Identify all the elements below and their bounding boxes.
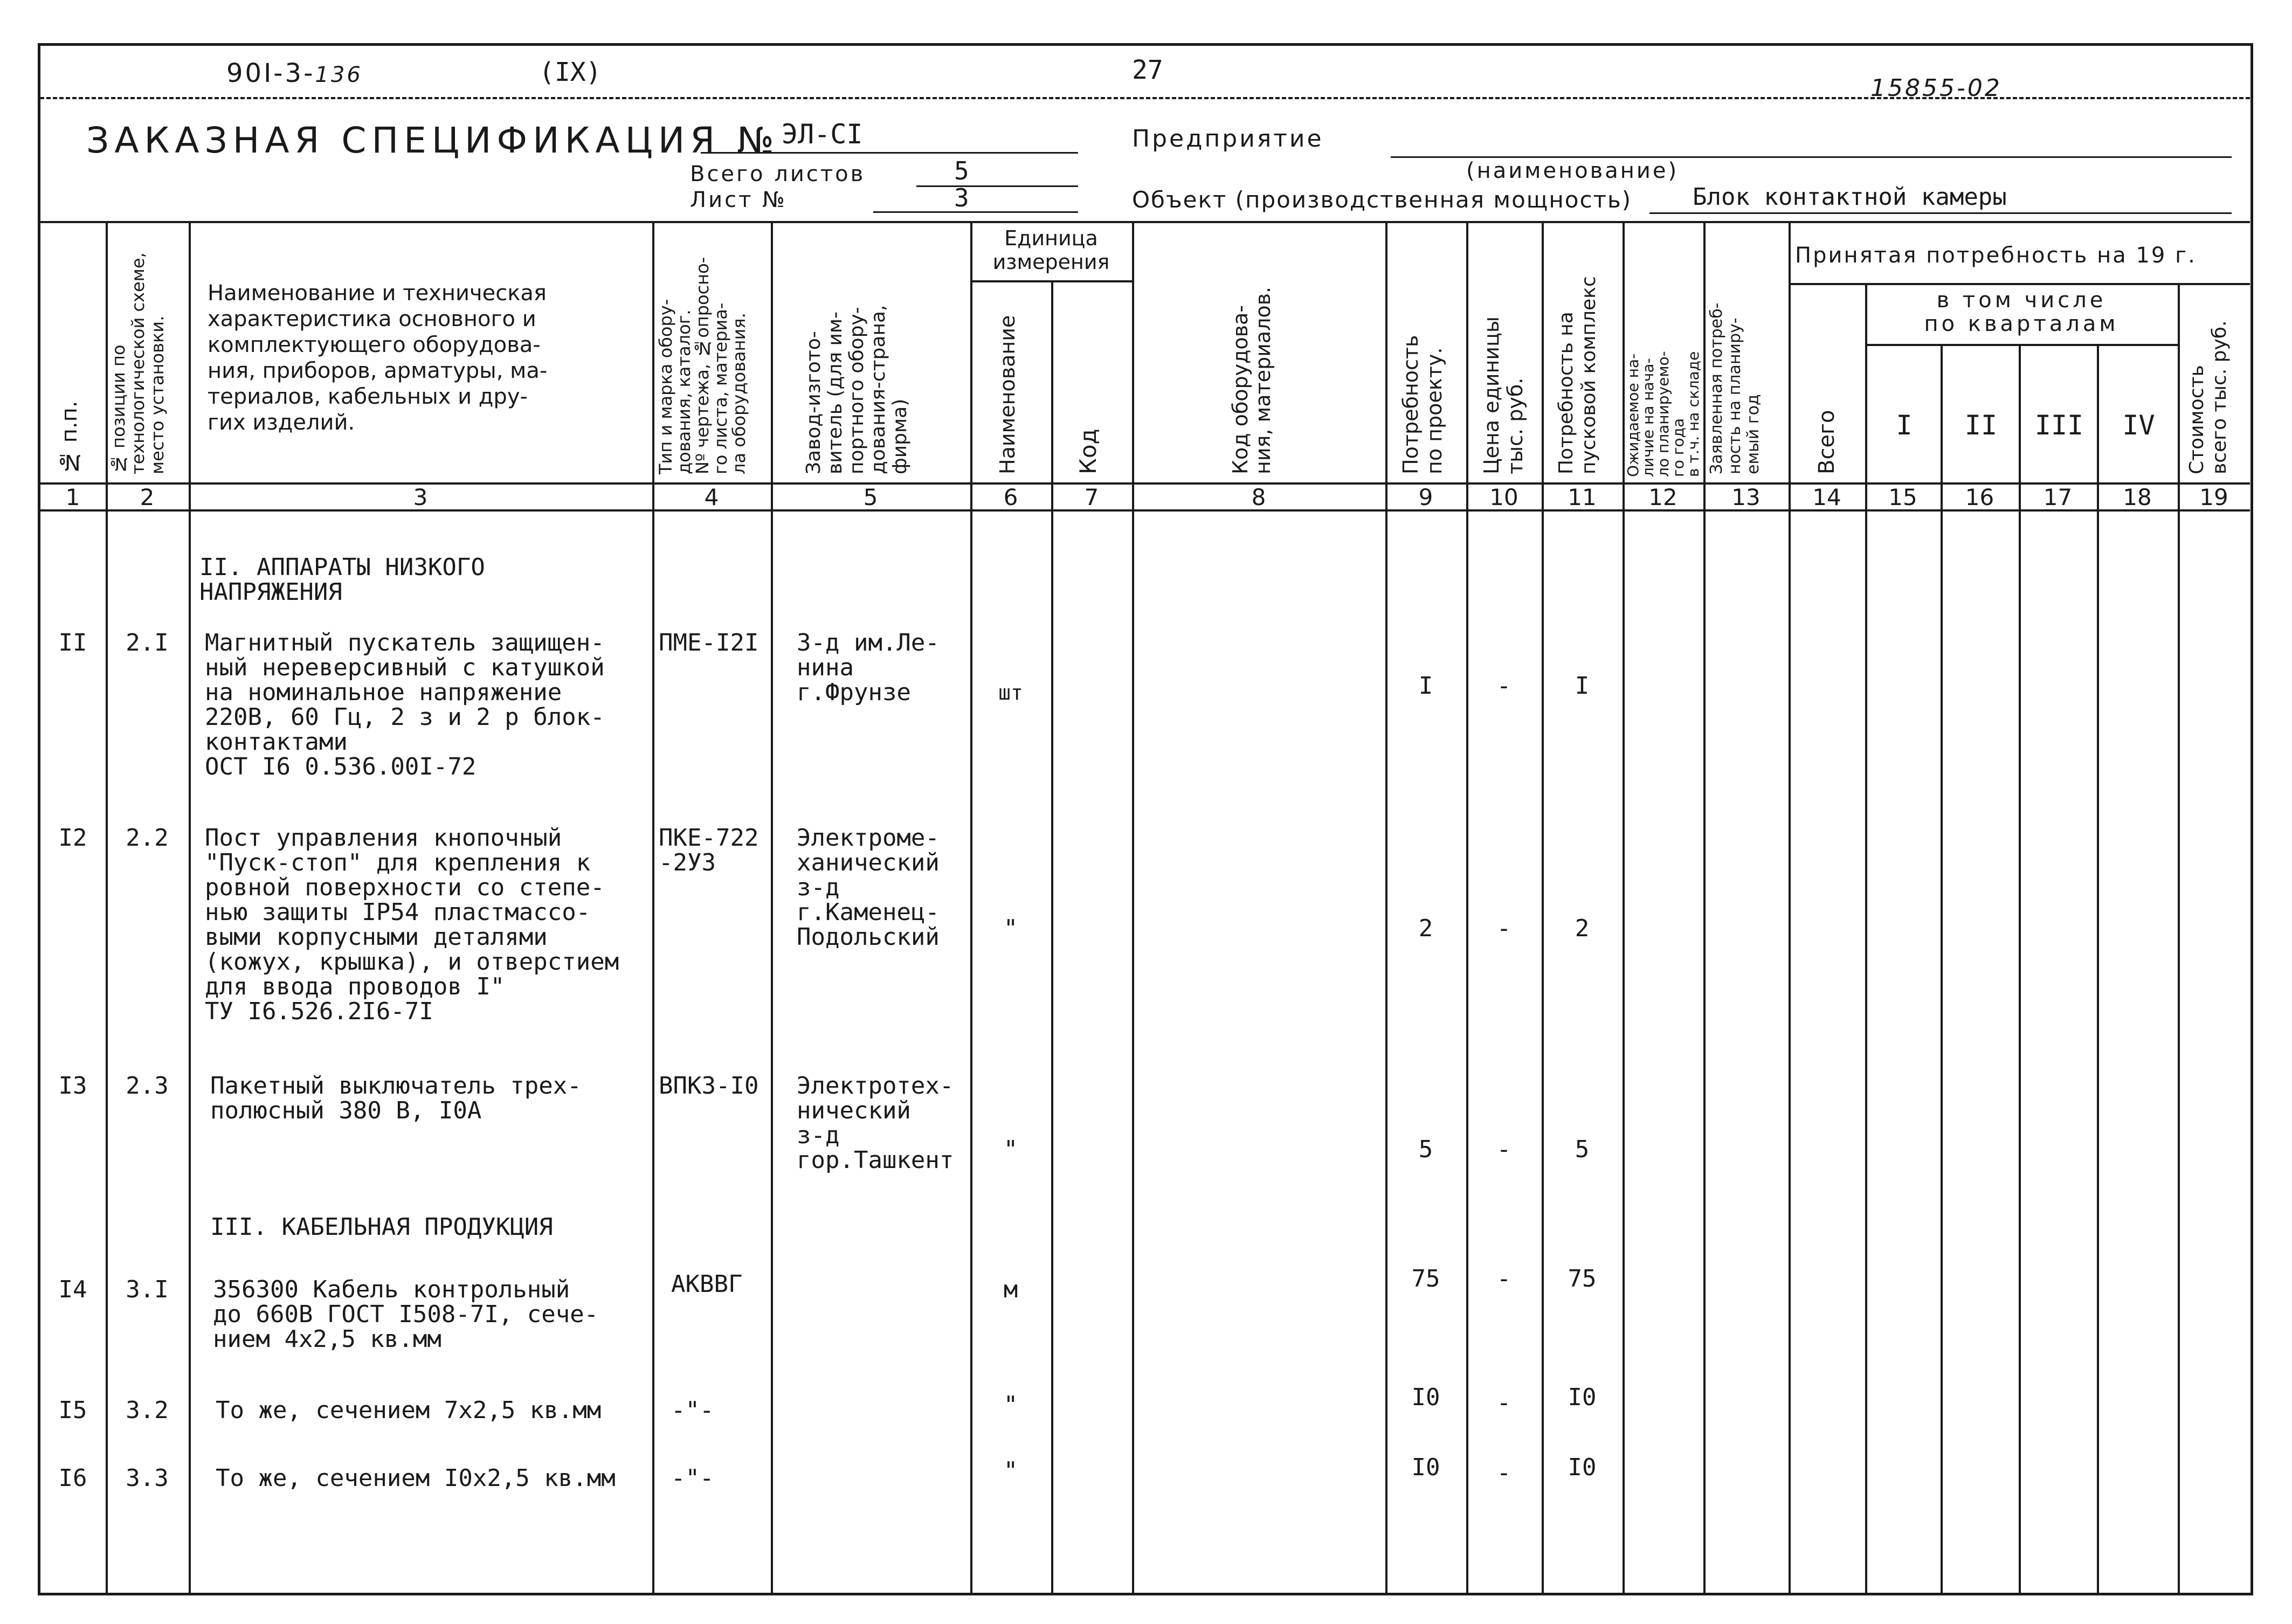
spec-number: ЭЛ-CI bbox=[782, 119, 863, 150]
col-number-11: 11 bbox=[1568, 484, 1597, 510]
col-number-3: 3 bbox=[413, 484, 428, 510]
row-2-number: I2 bbox=[58, 824, 87, 852]
row-2-description: Пост управления кнопочный "Пуск-стоп" для крепления к ровной поверхности со степе- нью защиты IP54 пластмассо- выми корпусными деталями (кожух, крышка), и отверстием для ввода проводов I" ТУ I6.526.2I6-7I bbox=[205, 824, 619, 1025]
col-divider-7 bbox=[1132, 221, 1134, 1595]
row-2-maker: Электроме- ханический з-д г.Каменец- Подольский bbox=[797, 824, 940, 951]
section-code: (IX) bbox=[539, 57, 602, 87]
col-divider-16 bbox=[2019, 344, 2021, 1595]
col-header-17: III bbox=[2034, 410, 2084, 441]
object-label: Объект (производственная мощность) bbox=[1132, 186, 1632, 213]
col-number-18: 18 bbox=[2123, 484, 2152, 510]
row-5-price: - bbox=[1496, 1389, 1511, 1416]
col-number-12: 12 bbox=[1648, 484, 1677, 510]
row-4-price: - bbox=[1496, 1265, 1511, 1293]
row-5-need: I0 bbox=[1411, 1384, 1440, 1411]
col-number-15: 15 bbox=[1888, 484, 1917, 510]
row-6-unit: " bbox=[1003, 1457, 1018, 1484]
col-divider-14 bbox=[1865, 283, 1867, 1595]
row-3-unit: " bbox=[1003, 1136, 1018, 1163]
row-3-need: 5 bbox=[1418, 1136, 1433, 1163]
row-1-need: I bbox=[1418, 672, 1433, 700]
row-2-position: 2.2 bbox=[126, 824, 169, 852]
row-2-launch: 2 bbox=[1575, 915, 1590, 942]
row-4-launch: 75 bbox=[1568, 1265, 1597, 1293]
row-2-type: ПКЕ-722 -2УЗ bbox=[659, 824, 759, 876]
row-5-position: 3.2 bbox=[126, 1397, 169, 1424]
spec-number-line bbox=[701, 152, 1078, 154]
row-5-number: I5 bbox=[58, 1397, 87, 1424]
section-heading-cables: III. КАБЕЛЬНАЯ ПРОДУКЦИЯ bbox=[210, 1213, 553, 1241]
row-5-unit: " bbox=[1003, 1391, 1018, 1419]
col-group-quarters: в том числе по кварталам bbox=[1924, 288, 2119, 336]
spec-title: ЗАКАЗНАЯ СПЕЦИФИКАЦИЯ № bbox=[86, 120, 779, 161]
row-3-type: ВПКЗ-I0 bbox=[659, 1072, 759, 1100]
row-1-maker: З-д им.Ле- нина г.Фрунзе bbox=[797, 629, 940, 706]
col-header-15: I bbox=[1896, 410, 1913, 441]
row-4-need: 75 bbox=[1411, 1265, 1440, 1293]
row-6-price: - bbox=[1496, 1459, 1511, 1487]
row-6-description: То же, сечением I0х2,5 кв.мм bbox=[216, 1464, 616, 1492]
sheet-label: Лист № bbox=[690, 188, 787, 212]
col-group-accepted: Принятая потребность на 19 г. bbox=[1795, 243, 2197, 268]
total-sheets-label: Всего листов bbox=[690, 162, 866, 186]
row-1-description: Магнитный пускатель защищен- ный нереверсивный с катушкой на номинальное напряжение 220В, 60 Гц, 2 з и 2 р блок- контактами ОСТ I6 0.536.00I-72 bbox=[205, 629, 605, 780]
col-header-8: Код оборудова- ния, материалов. bbox=[1228, 286, 1275, 474]
row-2-price: - bbox=[1496, 915, 1511, 942]
col-header-16: II bbox=[1964, 410, 1998, 441]
row-1-position: 2.I bbox=[126, 629, 169, 656]
col-header-1: № п.п. bbox=[57, 400, 82, 474]
col-number-9: 9 bbox=[1418, 484, 1433, 510]
table-top-line bbox=[40, 221, 2250, 223]
col-divider-17 bbox=[2097, 344, 2099, 1595]
col-divider-15 bbox=[1941, 344, 1943, 1595]
enterprise-label: Предприятие bbox=[1132, 125, 1324, 153]
accepted-group-line bbox=[1789, 283, 2250, 285]
enterprise-line bbox=[1391, 156, 2232, 158]
col-number-8: 8 bbox=[1251, 484, 1266, 510]
col-header-18: IV bbox=[2122, 410, 2155, 441]
sheet-line bbox=[873, 211, 1078, 213]
col-divider-9 bbox=[1466, 221, 1468, 1595]
row-1-type: ПМЕ-I2I bbox=[659, 629, 759, 656]
col-divider-12 bbox=[1703, 221, 1706, 1595]
col-divider-6 bbox=[1051, 280, 1053, 1595]
col-number-6: 6 bbox=[1003, 484, 1018, 510]
row-5-type: -"- bbox=[671, 1397, 714, 1424]
section-heading-low-voltage: II. АППАРАТЫ НИЗКОГО НАПРЯЖЕНИЯ bbox=[199, 554, 485, 606]
row-3-position: 2.3 bbox=[126, 1072, 169, 1100]
row-6-type: -"- bbox=[671, 1464, 714, 1492]
document-frame bbox=[38, 43, 2253, 1595]
col-number-1: 1 bbox=[65, 484, 80, 510]
col-number-5: 5 bbox=[863, 484, 878, 510]
col-divider-4 bbox=[771, 221, 773, 1595]
col-number-7: 7 bbox=[1084, 484, 1099, 510]
row-6-number: I6 bbox=[58, 1464, 87, 1492]
col-header-3: Наименование и техническая характеристика основного и комплектующего оборудова- ния, приборов, арматуры, ма- териалов, кабельных и дру- гих изделий. bbox=[208, 281, 548, 435]
col-header-11: Потребность на пусковой комплекс bbox=[1555, 276, 1600, 474]
col-header-12: Ожидаемое на- личие на нача- ло планируемо- го года в т.ч. на складе bbox=[1624, 351, 1702, 477]
row-3-number: I3 bbox=[58, 1072, 87, 1100]
header-divider bbox=[40, 97, 2250, 99]
row-2-need: 2 bbox=[1418, 915, 1433, 942]
col-number-16: 16 bbox=[1965, 484, 1994, 510]
row-3-launch: 5 bbox=[1575, 1136, 1590, 1163]
col-header-19: Стоимость всего тыс. руб. bbox=[2186, 320, 2231, 474]
row-3-description: Пакетный выключатель трех- полюсный 380 В, I0А bbox=[210, 1072, 582, 1124]
page-number: 27 bbox=[1132, 55, 1163, 85]
row-1-price: - bbox=[1496, 672, 1511, 700]
row-1-launch: I bbox=[1575, 672, 1590, 700]
sheet-value: 3 bbox=[954, 183, 969, 212]
col-divider-1 bbox=[106, 221, 108, 1595]
row-6-launch: I0 bbox=[1568, 1454, 1597, 1481]
col-divider-13 bbox=[1789, 221, 1791, 1595]
col-divider-5 bbox=[970, 221, 972, 1595]
doc-code: 90I-3-136 bbox=[226, 58, 363, 88]
total-sheets-value: 5 bbox=[954, 156, 969, 185]
col-number-10: 10 bbox=[1489, 484, 1518, 510]
col-header-6: Наименование bbox=[996, 315, 1019, 474]
col-header-14: Всего bbox=[1814, 410, 1839, 474]
row-4-description: 356300 Кабель контрольный до 660В ГОСТ I508-7I, сече- нием 4х2,5 кв.мм bbox=[213, 1276, 599, 1353]
col-header-2: № позиции по технологической схеме, место установки. bbox=[108, 252, 168, 474]
col-number-17: 17 bbox=[2043, 484, 2073, 510]
row-4-position: 3.I bbox=[126, 1276, 169, 1303]
col-header-5: Завод-изгото- витель (для им- портного обору- дования-страна, фирма) bbox=[803, 305, 911, 474]
object-line bbox=[1649, 212, 2232, 214]
total-sheets-line bbox=[916, 185, 1078, 187]
col-header-7: Код bbox=[1075, 429, 1101, 474]
col-header-13: Заявленная потреб- ность на планиру- емый год bbox=[1707, 302, 1763, 474]
row-4-number: I4 bbox=[58, 1276, 87, 1303]
row-4-type: АКВВГ bbox=[671, 1270, 743, 1298]
row-3-price: - bbox=[1496, 1136, 1511, 1163]
col-divider-3 bbox=[652, 221, 654, 1595]
col-number-13: 13 bbox=[1731, 484, 1761, 510]
row-4-unit: м bbox=[1003, 1276, 1018, 1303]
row-2-unit: " bbox=[1003, 915, 1018, 942]
col-header-9: Потребность по проекту. bbox=[1399, 335, 1446, 474]
row-5-launch: I0 bbox=[1568, 1384, 1597, 1411]
col-header-10: Цена единицы тыс. руб. bbox=[1480, 316, 1527, 474]
row-6-need: I0 bbox=[1411, 1454, 1440, 1481]
col-divider-18 bbox=[2178, 283, 2180, 1595]
col-divider-2 bbox=[189, 221, 191, 1595]
col-number-19: 19 bbox=[2199, 484, 2228, 510]
archive-number: 15855-02 bbox=[1870, 74, 2002, 102]
quarters-group-line bbox=[1865, 344, 2178, 346]
row-3-maker: Электротех- нический з-д гор.Ташкент bbox=[797, 1072, 954, 1174]
name-label: (наименование) bbox=[1466, 158, 1679, 183]
row-5-description: То же, сечением 7х2,5 кв.мм bbox=[216, 1397, 602, 1424]
object-value: Блок контактной камеры bbox=[1693, 183, 2007, 211]
row-1-unit: шт bbox=[998, 681, 1023, 704]
col-number-2: 2 bbox=[140, 484, 155, 510]
row-6-position: 3.3 bbox=[126, 1464, 169, 1492]
col-group-unit: Единица измерения bbox=[992, 226, 1110, 274]
col-number-4: 4 bbox=[704, 484, 719, 510]
col-header-4: Тип и марка обору- дования, каталог. Nº чертежа, №опросно- го листа, материа- ла оборудования. bbox=[655, 257, 749, 474]
col-number-14: 14 bbox=[1812, 484, 1841, 510]
row-1-number: II bbox=[58, 629, 87, 656]
